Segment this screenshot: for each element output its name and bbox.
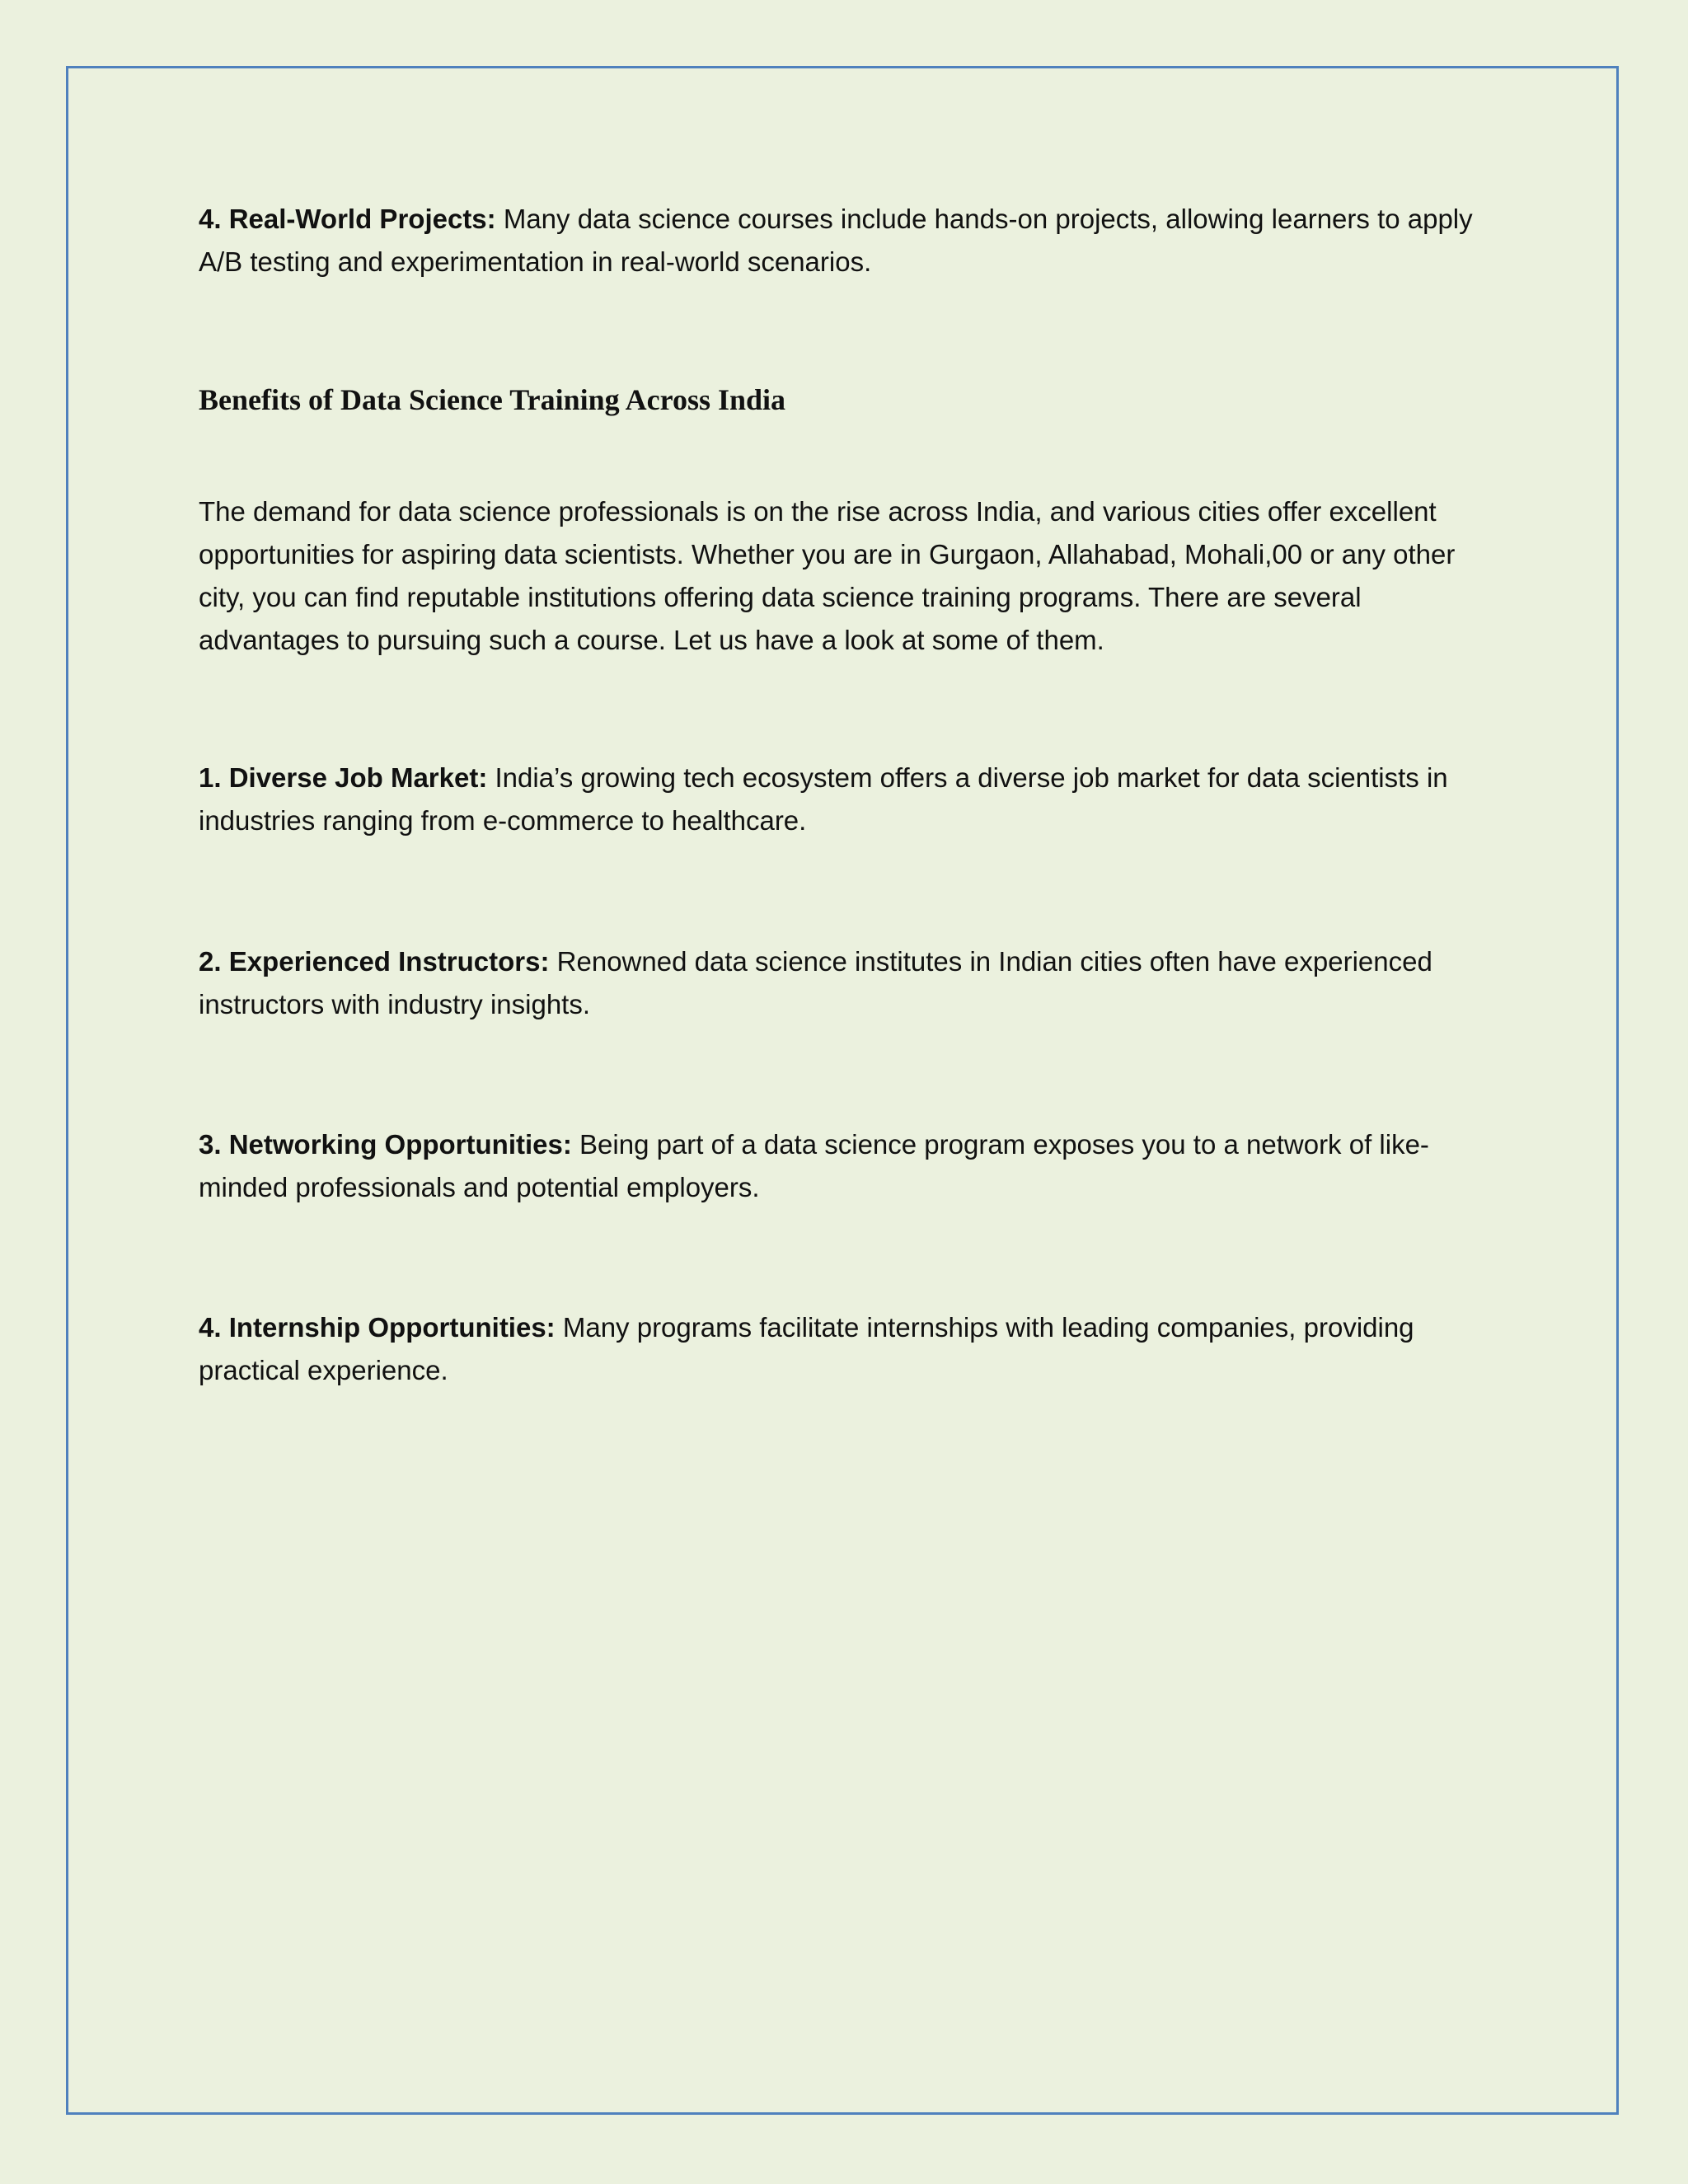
item-label: 3. Networking Opportunities: — [199, 1129, 572, 1160]
item-text: Being part of a data science program exposes you to a network of like-minded professionals and potential employers. — [199, 1129, 1429, 1202]
item-text: Many data science courses include hands-on projects, allowing learners to apply A/B testing and experimentation in real-world scenarios. — [199, 204, 1473, 277]
item-text: India’s growing tech ecosystem offers a diverse job market for data scientists in industries ranging from e-commerce to healthcare. — [199, 762, 1448, 836]
item-networking-opportunities — [199, 1123, 1493, 1209]
page-border — [66, 66, 1619, 2115]
item-text: Renowned data science institutes in Indian cities often have experienced instructors with industry insights. — [199, 946, 1432, 1019]
item-experienced-instructors — [199, 940, 1493, 1026]
item-diverse-job-market — [199, 757, 1493, 842]
item-text: Many programs facilitate internships with leading companies, providing practical experience. — [199, 1312, 1414, 1385]
intro-paragraph: The demand for data science professionals is on the rise across India, and various cities offer excellent opportunities for aspiring data scientists. Whether you are in Gurgaon, Allahabad, Mohali,00 or any other city, you can find reputable institutions offering data science training programs. There are several advantages to pursuing such a course. Let us have a look at some of them. — [199, 496, 1456, 655]
item-label: 4. Real-World Projects: — [199, 204, 496, 234]
item-label: 1. Diverse Job Market: — [199, 762, 488, 793]
item-label: 2. Experienced Instructors: — [199, 946, 550, 977]
section-heading: Benefits of Data Science Training Across India — [199, 383, 786, 416]
item-real-world-projects — [199, 198, 1493, 284]
item-label: 4. Internship Opportunities: — [199, 1312, 556, 1343]
item-internship-opportunities — [199, 1306, 1493, 1392]
